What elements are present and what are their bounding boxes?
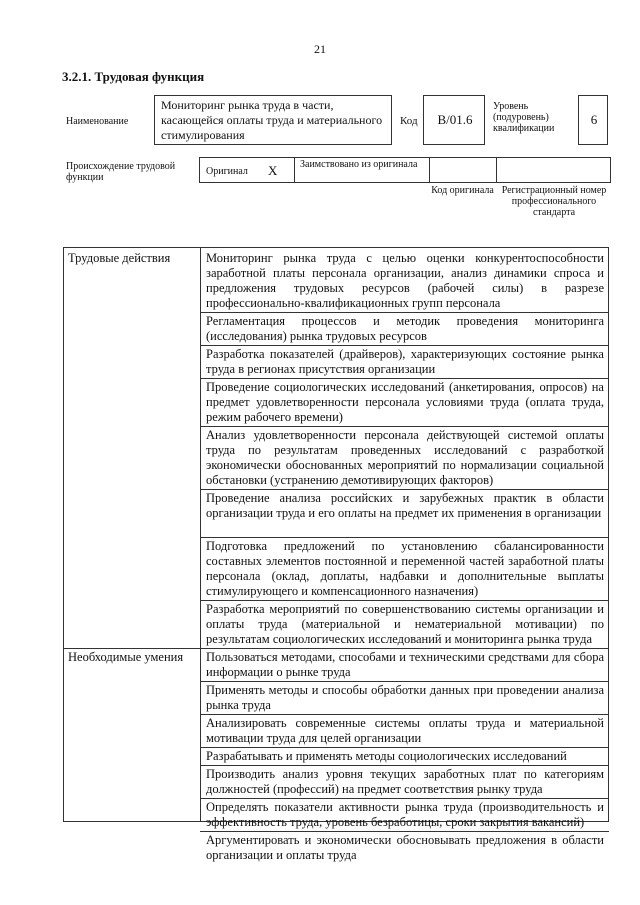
row-divider xyxy=(63,648,609,649)
level-label: Уровень (подуровень) квалификации xyxy=(493,101,555,134)
row-divider xyxy=(200,426,609,427)
section-label: Трудовые действия xyxy=(68,251,171,265)
function-table xyxy=(63,247,609,862)
origin-label: Происхождение трудовой функции xyxy=(66,161,176,183)
origin-divider xyxy=(496,157,497,183)
row-divider xyxy=(200,345,609,346)
row-divider xyxy=(200,831,609,832)
table-row: Анализировать современные системы оплаты труда и материальной мотивации труда для целей организации xyxy=(206,716,604,745)
name-label: Наименование xyxy=(66,116,129,127)
code-original-caption: Код оригинала xyxy=(431,185,494,196)
table-row: Применять методы и способы обработки данных при проведении анализа рынка труда xyxy=(206,683,604,712)
column-divider xyxy=(200,247,201,822)
borrowed-label: Заимствовано из оригинала xyxy=(300,159,418,170)
table-row: Мониторинг рынка труда с целью оценки конкурентоспособности заработной платы персонала организации, анализ динамики спроса и предложения трудовых ресурсов (рабочей силы) в разрезе профессионально-квалификационных групп персонала xyxy=(206,251,604,310)
level-box xyxy=(578,95,608,145)
original-mark: X xyxy=(268,163,278,178)
row-divider xyxy=(200,537,609,538)
table-row: Определять показатели активности рынка труда (производительность и эффективность труда, уровень безработицы, сроки закрытия вакансий) xyxy=(206,800,604,829)
row-divider xyxy=(200,798,609,799)
table-row: Проведение анализа российских и зарубежных практик в области организации труда и его оплаты на предмет их применения в организации xyxy=(206,491,604,520)
code-box xyxy=(423,95,485,145)
table-row: Производить анализ уровня текущих заработных плат по категориям должностей (профессий) на предмет соответствия рынку труда xyxy=(206,767,604,796)
row-divider xyxy=(200,378,609,379)
table-row: Разрабатывать и применять методы социологических исследований xyxy=(206,749,567,763)
row-divider xyxy=(200,714,609,715)
table-row: Разработка показателей (драйверов), характеризующих состояние рынка труда в регионах присутствия организации xyxy=(206,347,604,376)
section-title: 3.2.1. Трудовая функция xyxy=(62,69,205,84)
row-divider xyxy=(200,765,609,766)
level-value: 6 xyxy=(590,112,598,127)
origin-divider xyxy=(294,157,295,183)
table-row: Разработка мероприятий по совершенствованию системы организации и оплаты труда (материальной и нематериальной мотивации) по результатам социологических исследований и мониторинга рынка труда xyxy=(206,602,604,646)
page-number: 21 xyxy=(314,42,326,56)
code-value: В/01.6 xyxy=(437,112,473,127)
table-row: Аргументировать и экономически обосновывать предложения в области организации и оплаты труда xyxy=(206,833,604,862)
code-label: Код xyxy=(400,115,418,127)
original-label: Оригинал xyxy=(206,166,248,177)
row-divider xyxy=(200,489,609,490)
row-divider xyxy=(200,681,609,682)
table-row: Проведение социологических исследований (анкетирования, опросов) на предмет удовлетворенности персонала условиями труда (оплата труда, режим рабочего времени) xyxy=(206,380,604,424)
table-row: Регламентация процессов и методик проведения мониторинга (исследования) рынка трудовых ресурсов xyxy=(206,314,604,343)
row-divider xyxy=(200,312,609,313)
name-value: Мониторинг рынка труда в части, касающейся оплаты труда и материального стимулирования xyxy=(161,98,383,142)
name-box xyxy=(154,95,392,145)
origin-divider xyxy=(429,157,430,183)
row-divider xyxy=(200,747,609,748)
table-row: Анализ удовлетворенности персонала действующей системой оплаты труда по результатам проведенных исследований с разработкой экономически обоснованных мероприятий по нормализации социальной обстановки (устранению демотивирующих факторов) xyxy=(206,428,604,487)
reg-number-caption: Регистрационный номер профессионального стандарта xyxy=(501,185,607,218)
row-divider xyxy=(200,600,609,601)
table-row: Пользоваться методами, способами и техническими средствами для сбора информации о рынке труда xyxy=(206,650,604,679)
section-label: Необходимые умения xyxy=(68,650,184,664)
table-row: Подготовка предложений по установлению сбалансированности составных элементов постоянной и переменной частей заработной платы персонала (оклад, доплаты, надбавки и дополнительные выплаты стимулирующего и компенсационного назначения) xyxy=(206,539,604,598)
